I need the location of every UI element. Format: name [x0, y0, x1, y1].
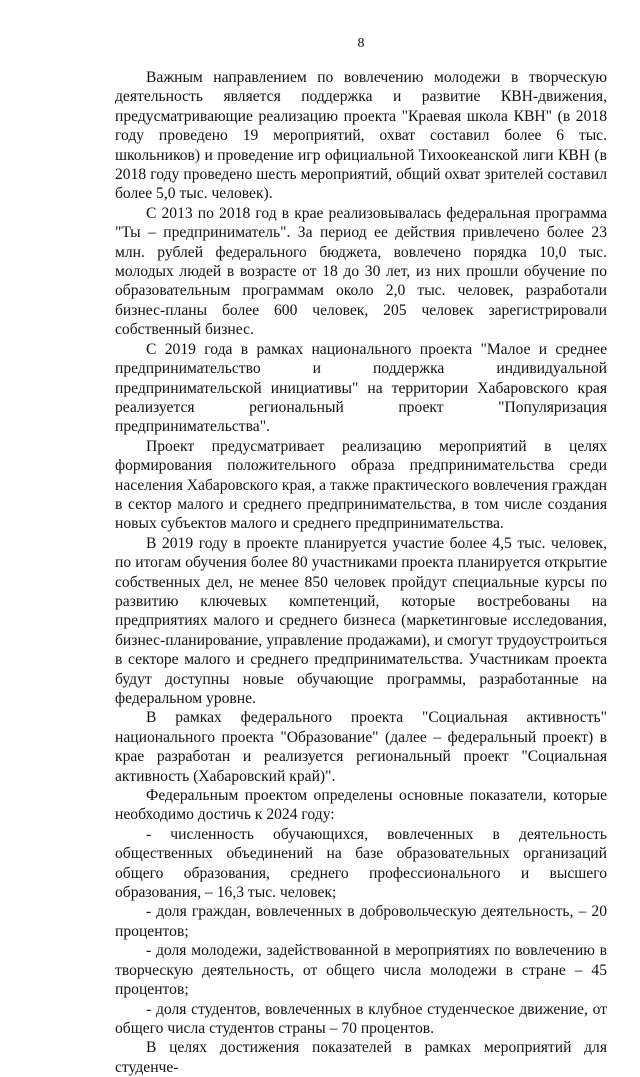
- list-item-volunteers: - доля граждан, вовлеченных в добровольческую деятельность, – 20 процентов;: [115, 903, 607, 940]
- list-item-creative-youth: - доля молодежи, задействованной в мероприятиях по вовлечению в творческую деятельность, от общего числа молодежи в стране – 45 процентов;: [115, 942, 607, 999]
- list-item-students-count: - численность обучающихся, вовлеченных в деятельность общественных объединений на базе образовательных организаций общего образования, среднего профессионального и высшего образования, – 16,3 тыс. человек;: [115, 825, 607, 902]
- paragraph-project-goals: Проект предусматривает реализацию мероприятий в целях формирования положительного образа предпринимательства среди населения Хабаровского края, а также практического вовлечения граждан в сектор малого и среднего предпринимательства, в том числе создания новых субъектов малого и среднего предпринимательства.: [115, 437, 607, 533]
- page-number: 8: [357, 36, 365, 51]
- paragraph-2019-plans: В 2019 году в проекте планируется участие более 4,5 тыс. человек, по итогам обучения более 80 участниками проекта планируется открытие собственных дел, не менее 850 человек пройдут специальные курсы по развитию ключевых компетенций, которые востребованы на предприятиях малого и среднего бизнеса (маркетинговые исследования, бизнес-планирование, управление продажами), и смогут трудоустроиться в секторе малого и среднего предпринимательства. Участникам проекта будут доступны новые обучающие программы, разработанные на федеральном уровне.: [115, 534, 607, 707]
- paragraph-national-project: С 2019 года в рамках национального проекта "Малое и среднее предпринимательство и поддержка индивидуальной предпринимательской инициативы" на территории Хабаровского края реализуется региональный проект "Популяризация предпринимательства".: [115, 340, 607, 436]
- paragraph-kvn: Важным направлением по вовлечению молодежи в творческую деятельность является поддержка и развитие КВН-движения, предусматривающие реализацию проекта "Краевая школа КВН" (в 2018 году проведено 19 мероприятий, охват составил более 6 тыс. школьников) и проведение игр официальной Тихоокеанской лиги КВН (в 2018 году проведено шесть мероприятий, общий охват зрителей составил более 5,0 тыс. человек).: [115, 69, 607, 203]
- paragraph-continuation: В целях достижения показателей в рамках мероприятий для студенче-: [115, 1039, 607, 1076]
- document-body: [115, 68, 607, 1077]
- paragraph-social-activity: В рамках федерального проекта "Социальная активность" национального проекта "Образование" (далее – федеральный проект) в крае разработан и реализуется региональный проект "Социальная активность (Хабаровский край)".: [115, 709, 607, 785]
- list-item-student-clubs: - доля студентов, вовлеченных в клубное студенческое движение, от общего числа студентов страны – 70 процентов.: [115, 1000, 607, 1037]
- paragraph-entrepreneur-program: С 2013 по 2018 год в крае реализовывалась федеральная программа "Ты – предприниматель". За период ее действия привлечено более 23 млн. рублей федерального бюджета, вовлечено порядка 10,0 тыс. молодых людей в возрасте от 18 до 30 лет, из них прошли обучение по образовательным программам около 2,0 тыс. человек, разработали бизнес-планы более 600 человек, 205 человек зарегистрировали собственный бизнес.: [115, 204, 607, 339]
- paragraph-indicators-intro: Федеральным проектом определены основные показатели, которые необходимо достичь к 2024 году:: [115, 787, 607, 824]
